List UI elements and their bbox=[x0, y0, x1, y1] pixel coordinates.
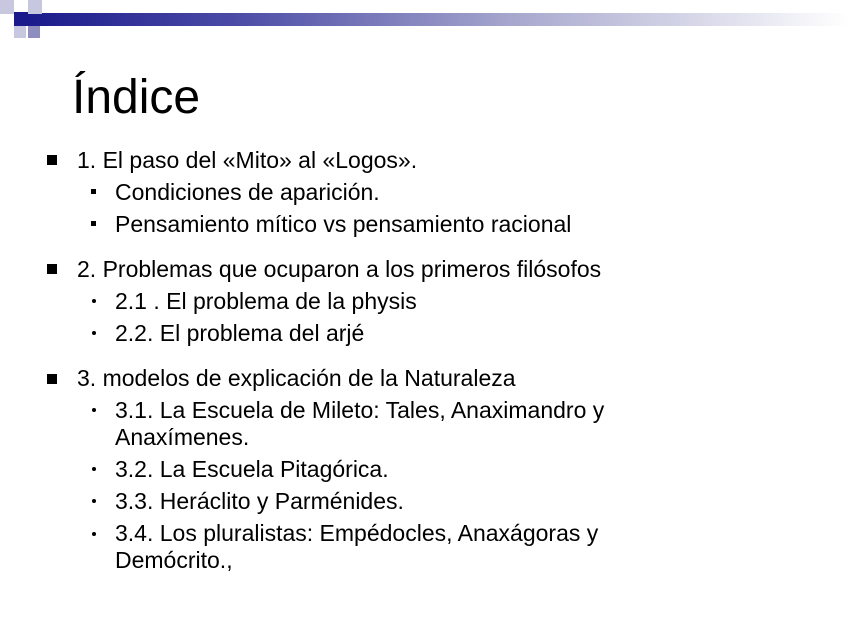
header-gradient-bar bbox=[26, 13, 848, 26]
deco-square-light bbox=[28, 0, 42, 14]
dot-bullet-icon bbox=[92, 299, 96, 303]
list-item: 2.1 . El problema de la physis bbox=[115, 288, 417, 314]
dot-bullet-icon bbox=[92, 532, 96, 536]
deco-square-dark bbox=[14, 12, 28, 26]
square-bullet-icon bbox=[47, 264, 57, 274]
deco-square-light bbox=[14, 26, 26, 38]
dot-bullet-icon bbox=[92, 408, 96, 412]
list-item: 2.2. El problema del arjé bbox=[115, 320, 365, 346]
section-heading: 2. Problemas que ocuparon a los primeros filósofos bbox=[77, 256, 602, 282]
list-item: 3.3. Heráclito y Parménides. bbox=[115, 488, 404, 514]
slide-title: Índice bbox=[72, 71, 201, 124]
list-item-line: Demócrito., bbox=[115, 547, 233, 573]
square-bullet-icon bbox=[91, 221, 96, 226]
deco-square-mid bbox=[28, 26, 40, 38]
square-bullet-icon bbox=[47, 155, 57, 165]
list-item-line: 3.4. Los pluralistas: Empédocles, Anaxágoras y bbox=[115, 520, 599, 546]
square-bullet-icon bbox=[47, 374, 57, 384]
dot-bullet-icon bbox=[92, 499, 96, 503]
deco-square-light bbox=[0, 0, 14, 14]
list-item: Pensamiento mítico vs pensamiento racional bbox=[115, 211, 572, 237]
section-heading: 1. El paso del «Mito» al «Logos». bbox=[77, 147, 418, 173]
list-item: 3.2. La Escuela Pitagórica. bbox=[115, 456, 389, 482]
square-bullet-icon bbox=[91, 189, 96, 194]
dot-bullet-icon bbox=[92, 467, 96, 471]
section-heading: 3. modelos de explicación de la Naturaleza bbox=[77, 365, 516, 391]
list-item: Condiciones de aparición. bbox=[115, 179, 380, 205]
dot-bullet-icon bbox=[92, 331, 96, 335]
list-item-line: Anaxímenes. bbox=[115, 424, 250, 450]
header-decoration bbox=[0, 0, 848, 52]
list-item-line: 3.1. La Escuela de Mileto: Tales, Anaximandro y bbox=[115, 397, 605, 423]
